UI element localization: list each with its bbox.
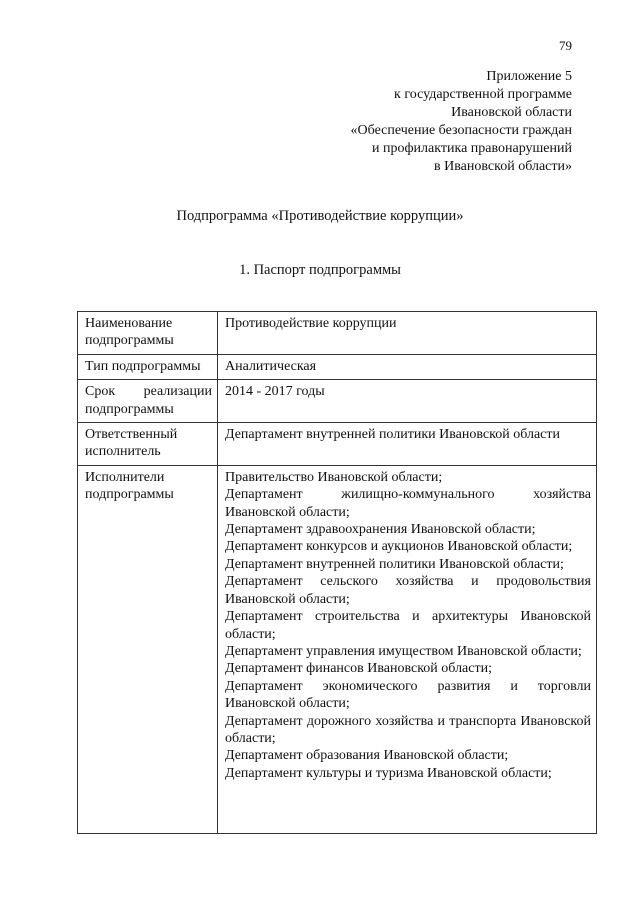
executor-item: Правительство Ивановской области;	[225, 469, 443, 485]
executor-item: Департамент сельского хозяйства и продовольствия Ивановской области;	[225, 574, 591, 607]
appendix-line: в Ивановской области»	[434, 159, 572, 174]
executor-item: Департамент финансов Ивановской области;	[225, 661, 492, 677]
executor-item: Департамент конкурсов и аукционов Ивановской области;	[225, 539, 573, 555]
executor-item: Департамент образования Ивановской области;	[225, 748, 509, 764]
executor-item: Департамент дорожного хозяйства и транспорта Ивановской области;	[225, 713, 591, 746]
table-row	[78, 465, 597, 833]
row-value: Противодействие коррупции	[218, 312, 597, 355]
table-row	[78, 312, 597, 355]
row-label: Тип подпрограммы	[78, 354, 218, 379]
page-number: 79	[559, 38, 572, 53]
executor-item: Департамент жилищно-коммунального хозяйства Ивановской области;	[225, 487, 591, 520]
row-value: 2014 - 2017 годы	[218, 380, 597, 423]
appendix-line: «Обеспечение безопасности граждан	[350, 123, 572, 138]
appendix-line: Ивановской области	[451, 105, 572, 120]
row-label: Ответственный исполнитель	[78, 423, 218, 466]
executor-item: Департамент экономического развития и торговли Ивановской области;	[225, 678, 591, 712]
executor-item: Департамент управления имуществом Ивановской области;	[225, 643, 582, 659]
subprogram-title: Подпрограмма «Противодействие коррупции»	[176, 208, 464, 224]
row-label: Исполнители подпрограммы	[78, 465, 218, 833]
executor-item: Департамент внутренней политики Ивановской области;	[225, 556, 564, 572]
table-row	[78, 380, 597, 423]
table-row	[78, 354, 597, 379]
row-label: Срок реализации подпрограммы	[78, 380, 218, 423]
row-label: Наименование подпрограммы	[78, 312, 218, 355]
row-value: Департамент внутренней политики Ивановской области	[218, 423, 597, 466]
passport-table	[77, 311, 597, 834]
table-row	[78, 423, 597, 466]
section-title: 1. Паспорт подпрограммы	[239, 262, 401, 278]
row-value: Аналитическая	[218, 354, 597, 379]
appendix-header	[351, 68, 572, 176]
executor-item: Департамент здравоохранения Ивановской области;	[225, 522, 536, 538]
executor-item: Департамент культуры и туризма Ивановской области;	[225, 765, 552, 781]
executor-item: Департамент строительства и архитектуры Ивановской области;	[225, 609, 591, 642]
appendix-line: Приложение 5	[486, 69, 572, 84]
appendix-line: и профилактика правонарушений	[372, 141, 572, 156]
executors-list	[218, 465, 597, 833]
appendix-line: к государственной программе	[394, 87, 572, 102]
